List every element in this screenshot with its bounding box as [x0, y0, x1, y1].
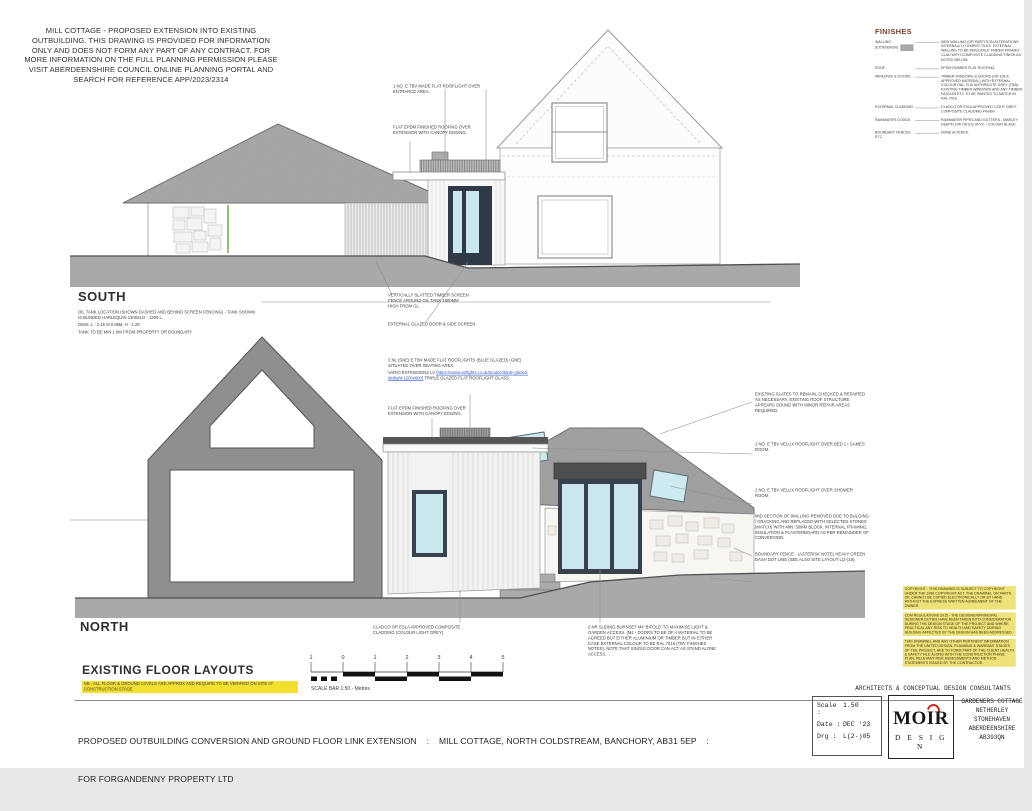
- canopy-band: [383, 437, 548, 444]
- ann-south-rooflight: 1 NO. E TBV MADE FLAT ROOFLIGHT OVER ENTRANCE AREA.: [393, 84, 481, 95]
- canopy-fascia: [383, 444, 548, 452]
- finishes-row-boundary: [875, 131, 1024, 140]
- finishes-row-cladding: [875, 105, 1024, 114]
- svg-text:4: 4: [469, 655, 473, 661]
- bifold-glass-3: [614, 484, 638, 569]
- door-sidelight-glass: [453, 191, 462, 253]
- stone-texture: [173, 207, 222, 253]
- south-elevation-label: SOUTH: [78, 289, 126, 304]
- finishes-desc: TIMBER WINDOWS & DOORS (OR ESLA APPROVED MATERIAL) WITH EXTERNAL COLOUR RAL 7016 ANTHRACITE GREY (TBA). EXISTING TIMBER WINDOWS AND ANY TIMBER FASCIAS ETC TO BE PAINTED TO MATCH IN RAL 7016.: [941, 74, 1023, 101]
- svg-text:1: 1: [373, 655, 377, 661]
- rooflight-product-link[interactable]: (https://variorooflights.co.uk/product/triple-glazed-skylight-1200x600): [388, 371, 529, 381]
- bifold-header: [554, 463, 646, 479]
- svg-text:3: 3: [437, 655, 441, 661]
- finishes-desc: NONE ALTERED.: [941, 130, 970, 135]
- ann-slatted-screen: VERTICALLY SLATTED TIMBER SCREEN FENCE AROUND OIL TANK 1800MM HIGH FROM GL.: [388, 293, 469, 309]
- finishes-desc: EPDM RUBBER FLAT ROOFING.: [941, 66, 996, 71]
- leader-line: [915, 68, 939, 69]
- finishes-row-walling: [875, 40, 1024, 62]
- finishes-panel: [875, 27, 1024, 228]
- ann-boundary-fence: BOUNDARY FENCE - (ASTERISK NOTE) HEAVY GREEN DASH DOT LINE (SEE ALSO SITE LAYOUT L(2-)10).: [755, 552, 866, 563]
- finishes-label: WINDOWS & DOORS: [875, 74, 911, 79]
- svg-text:2: 2: [405, 655, 409, 661]
- leader-line: [915, 107, 939, 108]
- ann-wall-rebuild: MID SECTION OF WALLING REMOVED DUE TO BULGING / CRACKING AND REPLACED WITH SELECTED STONES (MATCH) WITH MIN. 50MM BLOCK. INTERNAL FRAMING, INSULATION & PLASTERBOARD AS PER REMAINDER OF CONVERSION.: [755, 514, 869, 541]
- walling-swatch: [900, 44, 913, 51]
- leader-line: [915, 77, 939, 78]
- finishes-desc: NEW WALLING (OR PARTITION ALTERATIONS INTERNALLY) CEMENT TILES. EXTERNAL WALLING TO BE INSULATED TIMBER FRAMES CLAD WITH COMPOSITE CLADDING FINISH AS NOTED BELOW.: [941, 40, 1021, 62]
- cdm-note: CDM REGULATIONS 2015 - THE DESIGNER/PRINCIPAL DESIGNER DUTIES HAVE BEEN TAKEN INTO CONSIDERATION DURING THE DESIGN STAGE OF THE PROJECT AND WHERE PRACTICAL ANY RISK TO HEALTH AND SAFETY DURING BUILDING AFFECTED BY THE DESIGN HAS BEEN ADDRESSED.: [903, 612, 1016, 636]
- link-window-glass: [416, 494, 443, 553]
- door-glass: [466, 191, 479, 253]
- floor-layouts-note: NB - ALL FLOOR & GROUND LEVELS ARE APPROX AND REQUIRE TO BE VERIFIED ON SITE AT CONSTRUCTION STAGE: [82, 681, 298, 693]
- north-elevation-label: NORTH: [80, 619, 129, 634]
- cottage-opening: [538, 196, 612, 258]
- legal-notes: [903, 586, 1016, 669]
- south-elevation-drawing: [70, 25, 810, 330]
- rooflight-upstand: [432, 152, 448, 160]
- ann-cladding: CLADCO OR ESLA APPROVED COMPOSITE CLADDING (COLOUR LIGHT GREY).: [373, 625, 461, 636]
- ann-link-rooflights: 2 NL (SNE) E TBV MADE FLAT ROOFLIGHTS (BLUE GLAZED) (GNE) SITUATED OVER SEATING AREA. VARIO EXTENSIONS LV (https://variorooflights.co.uk/product/triple-glazed-skylight-1200x600) TRIPLE GLAZED FLAT ROOFLIGHT GLASS.: [388, 358, 529, 381]
- scale-bar-caption: SCALE BAR 1:50 - Metres: [311, 686, 370, 692]
- date-row: Date : DEC '23: [817, 721, 871, 728]
- finishes-title: FINISHES: [875, 27, 912, 36]
- scale-bar-labels: [309, 655, 504, 661]
- ann-oil-tank: OIL TANK LOCATION (SHOWN DASHED AND BEHIND SCREEN FENCING) - TANK SHOWN IS BUNDED HARLEQUIN 1300SLD - 1300 L. DIMS: L - 2.16 M 0.95M, H - 1.29 TANK TO BE MIN 1.8M FROM PROPERTY OR BOUNDARY: [78, 310, 256, 335]
- scale-bar-segments: [311, 672, 503, 681]
- finishes-label: BOUNDARY FENCES ETC: [875, 130, 911, 140]
- consultants-line: ARCHITECTS & CONCEPTUAL DESIGN CONSULTANTS: [855, 685, 1011, 692]
- finishes-row-rainwater: [875, 118, 1024, 127]
- finishes-row-windows: [875, 75, 1024, 102]
- ann-north-epdm: FLAT EPDM FINISHED ROOFING OVER EXTENSION WITH CANOPY EDGING.: [388, 406, 466, 417]
- svg-text:0: 0: [341, 655, 345, 661]
- bifold-glass-1: [562, 484, 584, 569]
- finishes-desc: CLADCO OR ESLA APPROVED 'LIGHT GREY' COMPOSITE CLADDING FINISH.: [941, 105, 1017, 114]
- svg-text:1: 1: [309, 655, 313, 661]
- drawing-info-table: [812, 696, 882, 756]
- leader-line: [915, 42, 939, 43]
- existing-cottage-south: [497, 30, 722, 264]
- ann-velux-shower: 1 NO. E TBV VELUX ROOFLIGHT OVER SHOWER ROOM.: [755, 488, 853, 499]
- bifold-glass-2: [588, 484, 610, 569]
- ann-glazed-door: EXTERNAL GLAZED DOOR & SIDE SCREEN.: [388, 322, 477, 327]
- project-title: PROPOSED OUTBUILDING CONVERSION AND GROUND FLOOR LINK EXTENSION : MILL COTTAGE, NORTH COLDSTREAM, BANCHORY, AB31 5EP : FOR FORGANDENNY PROPERTY LTD: [78, 735, 709, 784]
- ann-bifold: 2 NR SLIDING BURNSET M4 'BIFOLD' TO MAXIMISE LIGHT & GARDEN ACCESS. (M4 - DOORS TO BE OF A MATERIAL TO BE AGREED BUT EITHER ALUMINIUM OR TIMBER BUT IN EITHER CASE EXTERNAL COLOUR TO BE RAL 7016 (TBV FINISHES NOTES). NOTE THAT SINGLE DOOR CAN ACT AS STAND ALONE ACCESS.: [588, 625, 716, 658]
- finishes-row-roof: [875, 66, 1024, 70]
- floor-layouts-title: EXISTING FLOOR LAYOUTS: [82, 663, 254, 677]
- leader-line: [915, 133, 939, 134]
- disclaimer-note: MILL COTTAGE - PROPOSED EXTENSION INTO EXISTING OUTBUILDING. THIS DRAWING IS PROVIDED FOR INFORMATION ONLY AND DOES NOT FORM ANY PART OF ANY CONTRACT. FOR MORE INFORMATION ON THE FULL PLANNING PERMISSION PLEASE VISIT ABERDEENSHIRE COUNCIL ONLINE PLANNING PORTAL AND SEARCH FOR REFERENCE APP/2023/2314: [24, 26, 278, 84]
- leader-line: [915, 120, 939, 121]
- canopy-fascia: [393, 172, 505, 180]
- drawing-number-row: Drg : L(2-)05: [817, 733, 871, 740]
- svg-text:5: 5: [501, 655, 505, 661]
- ann-velux-bed: 1 NO. E TBV VELUX ROOFLIGHT OVER BED 1 / GAMES ROOM.: [755, 442, 865, 453]
- outbuilding-section: [148, 337, 382, 598]
- finishes-label: EXTERNAL CLADDING: [875, 105, 914, 110]
- hs-file-note: THIS DRAWING, AND ANY OTHER PERTINENT INFORMATION FROM THE UNITED DESIGN, PLANNING & WARRANT STAGES OF THE PROJECT, ARE TO FORM PART OF THE CLIENT HEALTH & SAFETY FILE ALONG WITH THE CONSTRUCTION PHASE PLAN, RELEVANT RISK ASSESSMENTS AND METHOD STATEMENTS ISSUED BY THE CONTRACTOR.: [904, 639, 1015, 666]
- slatted-screen-fence: [345, 203, 428, 258]
- section-poche: [148, 337, 382, 598]
- copyright-note: COPYRIGHT - THIS DRAWING IS SUBJECT TO COPYRIGHT UNDER THE 1988 COPYRIGHT ACT. THE DRAWING, OR PARTS OF, CANNOT BE COPIED ELECTRONICALLY OR BY HAND WITHOUT THE EXPRESS WRITTEN AGREEMENT OF THE OWNER.: [903, 586, 1016, 610]
- finishes-label: WALLING (EXTENSION): [875, 40, 899, 50]
- ann-south-epdm: FLAT EPDM FINISHED ROOFING OVER EXTENSION WITH CANOPY EDGING.: [393, 125, 471, 136]
- north-elevation-drawing: [70, 330, 870, 620]
- practice-address: GARDENERS COTTAGE NETHERLEY STONEHAVEN ABERDEENSHIRE AB393QN: [961, 698, 1023, 741]
- velux-rooflight-shower: [650, 470, 688, 502]
- scale-row: Scale : 1.50: [817, 702, 859, 716]
- scale-bar: [303, 648, 513, 694]
- finishes-desc: RAINWATER PIPES AND GUTTERS - MARLEY DEEPFLOW OR EQ UPVC - COLOUR BLACK.: [941, 117, 1018, 127]
- link-cladding: [388, 452, 540, 594]
- moir-design-logo: MOIR D E S I G N: [888, 695, 954, 759]
- finishes-label: ROOF: [875, 66, 886, 71]
- ann-existing-slates: EXISTING SLATES TO REMAIN, CHECKED & REPAIRED AS NECESSARY. EXISTING ROOF STRUCTURE APPEARS SOUND WITH MINOR REPAIR AREAS REQUIRED.: [755, 392, 866, 414]
- finishes-label: RAINWATER GOODS: [875, 117, 911, 122]
- link-extension-north: [383, 428, 548, 594]
